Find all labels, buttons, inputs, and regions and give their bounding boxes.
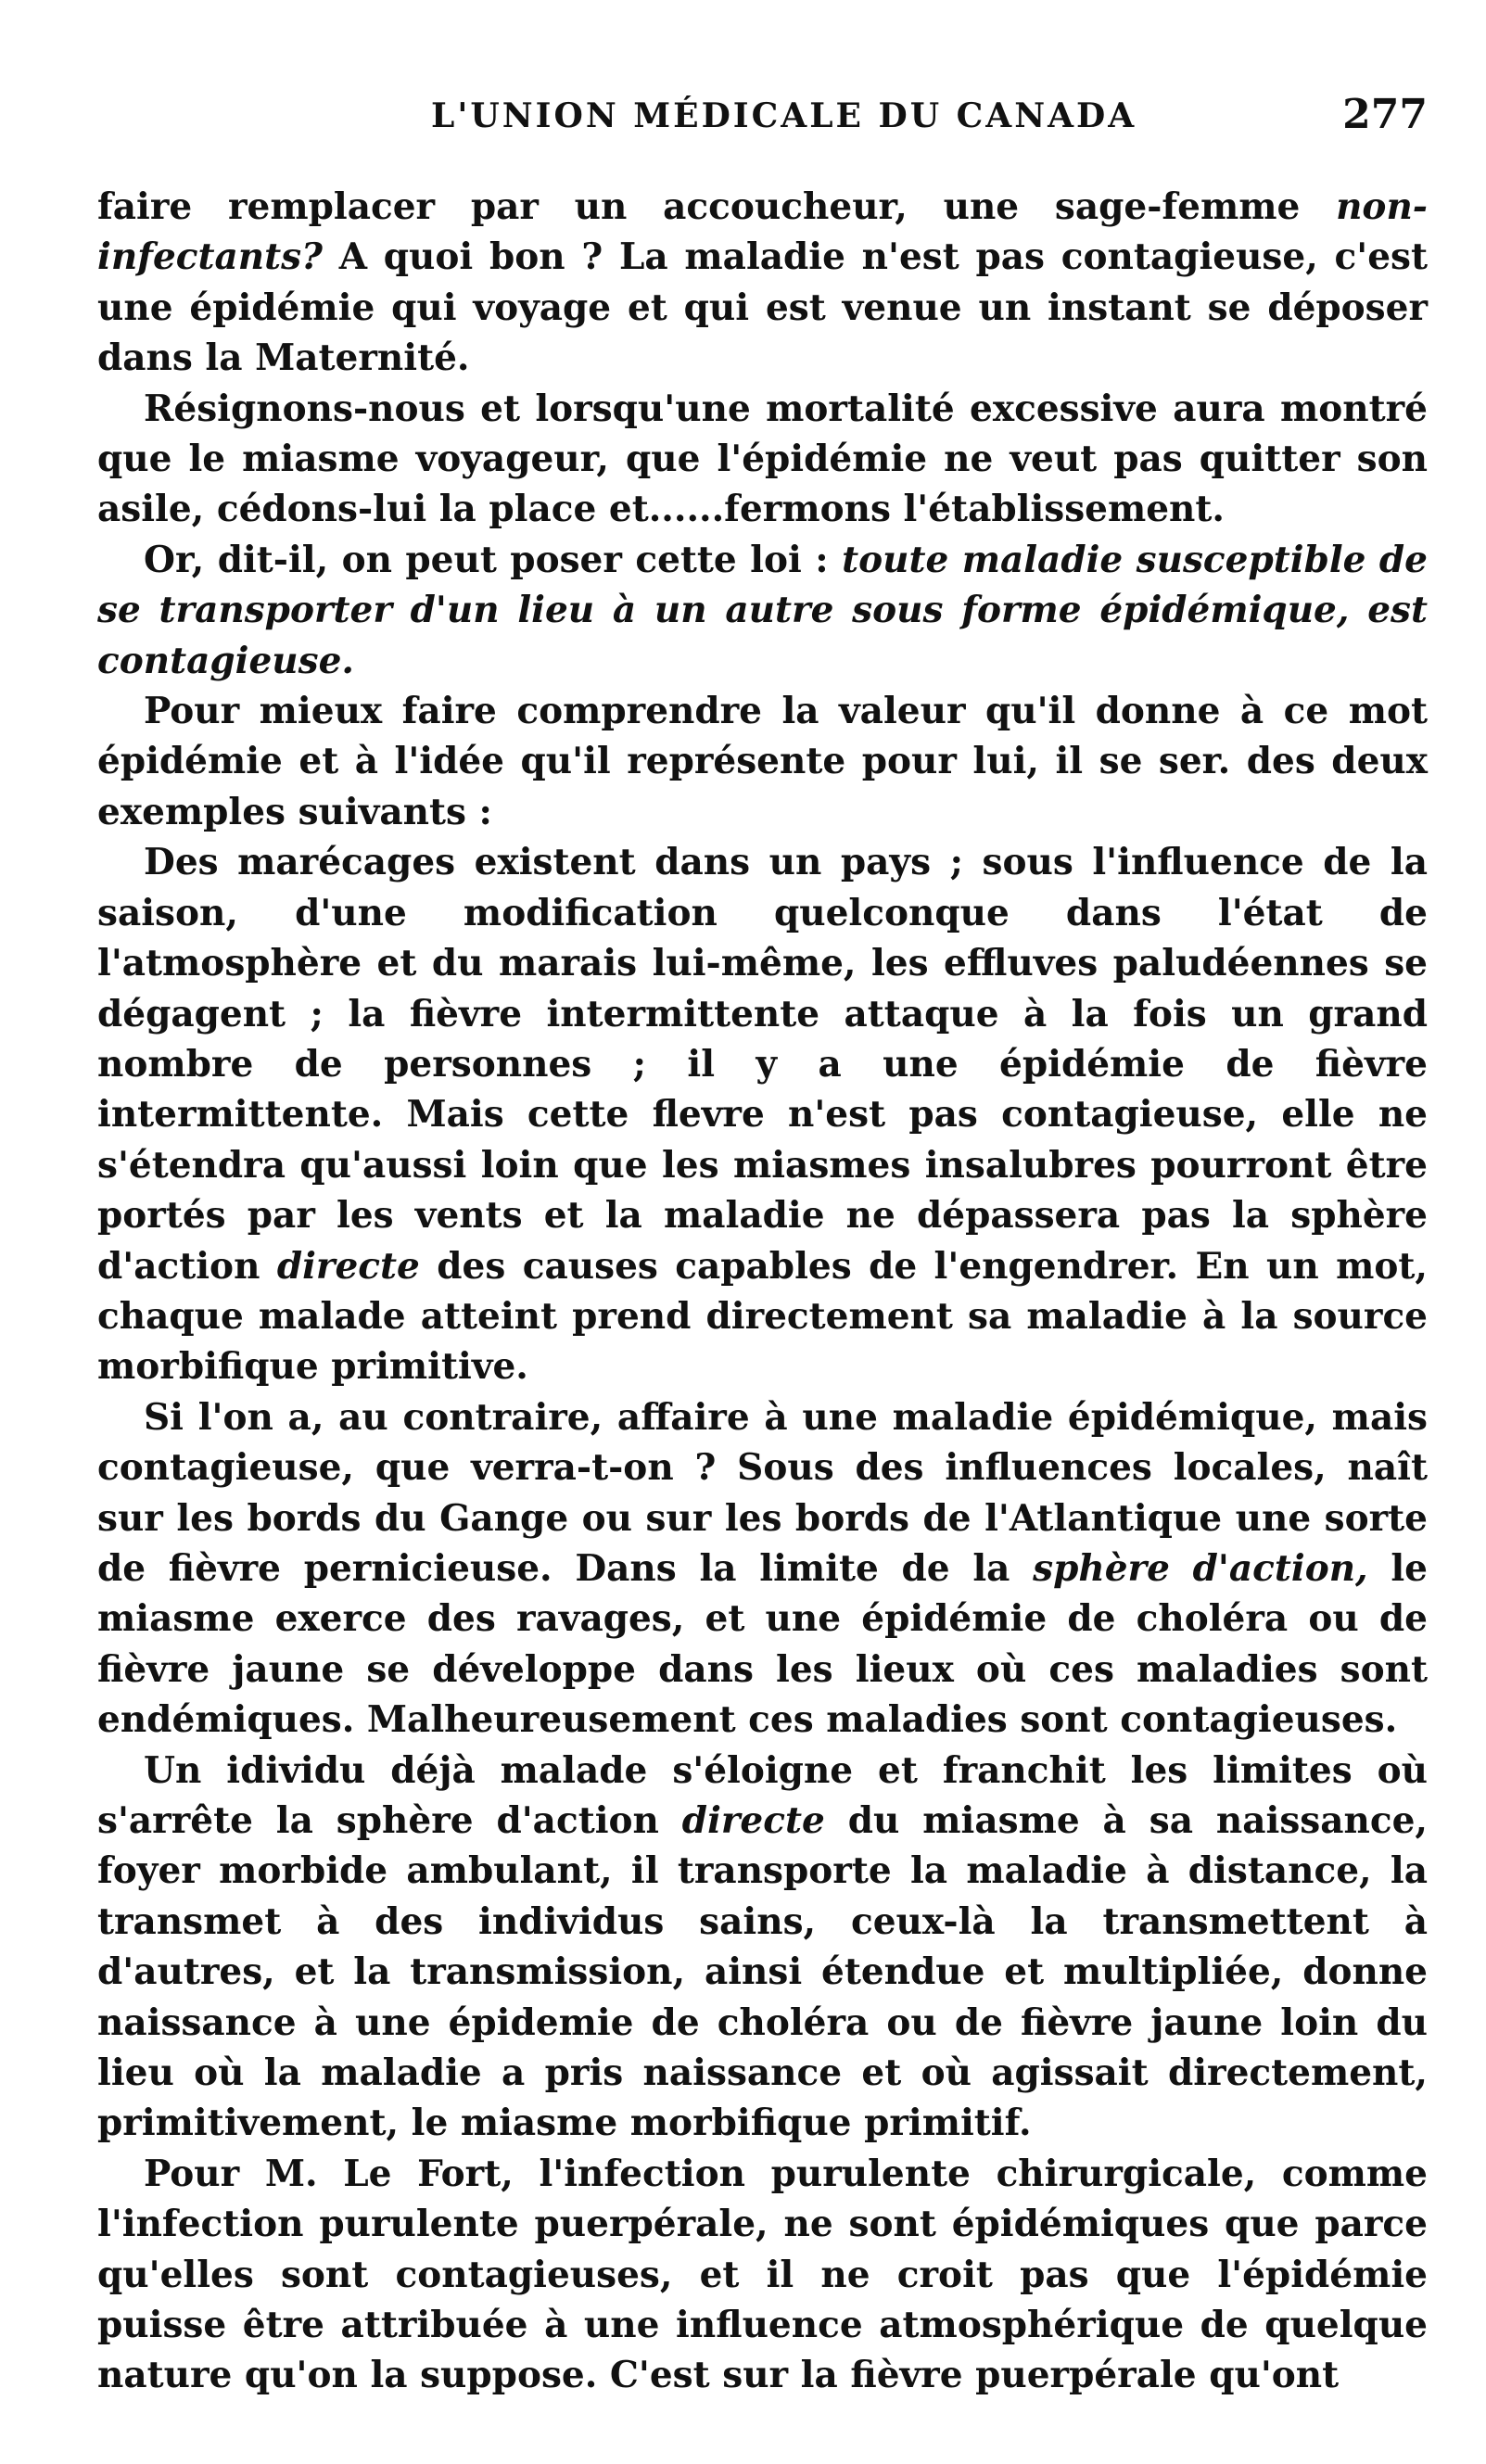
paragraph <box>97 1392 1428 1746</box>
text-run: Pour mieux faire comprendre la valeur qu'il donne à ce mot épidémie et à l'idée qu'il représente pour lui, il se ser. des deux exemples suivants : <box>97 690 1428 833</box>
paragraph <box>97 686 1428 837</box>
text-run: Des marécages existent dans un pays ; sous l'influence de la saison, d'une modification quelconque dans l'état de l'atmosphère et du marais lui-même, les effluves paludéennes se dégagent ; la fièvre intermittente attaque à la fois un grand nombre de personnes ; il y a une épidémie de fièvre intermittente. Mais cette flevre n'est pas contagieuse, elle ne s'étendra qu'aussi loin que les miasmes insalubres pourront être portés par les vents et la maladie ne dépassera pas la sphère d'action <box>97 841 1428 1288</box>
italic-text-run: toute maladie susceptible de se transporter d'un lieu à un autre sous forme épidémique, est contagieuse. <box>97 538 1428 682</box>
paragraph <box>97 837 1428 1391</box>
text-run: du miasme à sa naissance, foyer morbide ambulant, il transporte la maladie à distance, la transmet à des individus sains, ceux-là la transmettent à d'autres, et la transmission, ainsi étendue et multipliée, donne naissance à une épidemie de choléra ou de fièvre jaune loin du lieu où la maladie a pris naissance et où agissait directement, primitivement, le miasme morbifique primitif. <box>97 1799 1428 2145</box>
page-number: 277 <box>1342 91 1428 138</box>
text-run: Pour M. Le Fort, l'infection purulente chirurgicale, comme l'infection purulente puerpérale, ne sont épidémiques que parce qu'elles sont contagieuses, et il ne croit pas que l'épidémie puisse être attribuée à une influence atmosphérique de quelque nature qu'on la suppose. C'est sur la fièvre puerpérale qu'ont <box>97 2152 1428 2397</box>
text-run: A quoi bon ? La maladie n'est pas contagieuse, c'est une épidémie qui voyage et qui est venue un instant se déposer dans la Maternité. <box>97 235 1428 380</box>
text-run: des causes capables de l'engendrer. En un mot, chaque malade atteint prend directement sa maladie à la source morbifique primitive. <box>97 1244 1428 1389</box>
italic-text-run: non-infectants? <box>97 185 1428 279</box>
paragraph <box>97 1746 1428 2149</box>
journal-title: L'UNION MÉDICALE DU CANADA <box>431 96 1137 135</box>
body-text <box>97 182 1428 2401</box>
text-run: Un idividu déjà malade s'éloigne et franchit les limites où s'arrête la sphère d'action <box>97 1748 1428 1842</box>
italic-text-run: directe <box>681 1799 825 1842</box>
italic-text-run: sphère d'action, <box>1033 1546 1368 1590</box>
italic-text-run: directe <box>276 1244 420 1288</box>
running-header <box>97 91 1428 146</box>
paragraph <box>97 384 1428 535</box>
text-run: Or, dit-il, on peut poser cette loi : <box>144 538 843 581</box>
paragraph <box>97 2149 1428 2401</box>
text-run: Résignons-nous et lorsqu'une mortalité excessive aura montré que le miasme voyageur, que l'épidémie ne veut pas quitter son asile, cédons-lui la place et......fermons l'établissement. <box>97 387 1428 531</box>
paragraph <box>97 182 1428 384</box>
text-run: Si l'on a, au contraire, affaire à une maladie épidémique, mais contagieuse, que verra-t-on ? Sous des influences locales, naît sur les bords du Gange ou sur les bords de l'Atlantique une sorte de fièvre pernicieuse. Dans la limite de la <box>97 1395 1428 1590</box>
text-run: faire remplacer par un accoucheur, une sage-femme <box>97 185 1337 228</box>
text-run: le miasme exerce des ravages, et une épidémie de choléra ou de fièvre jaune se développe dans les lieux où ces maladies sont endémiques. Malheureusement ces maladies sont contagieuses. <box>97 1546 1428 1742</box>
paragraph <box>97 535 1428 686</box>
